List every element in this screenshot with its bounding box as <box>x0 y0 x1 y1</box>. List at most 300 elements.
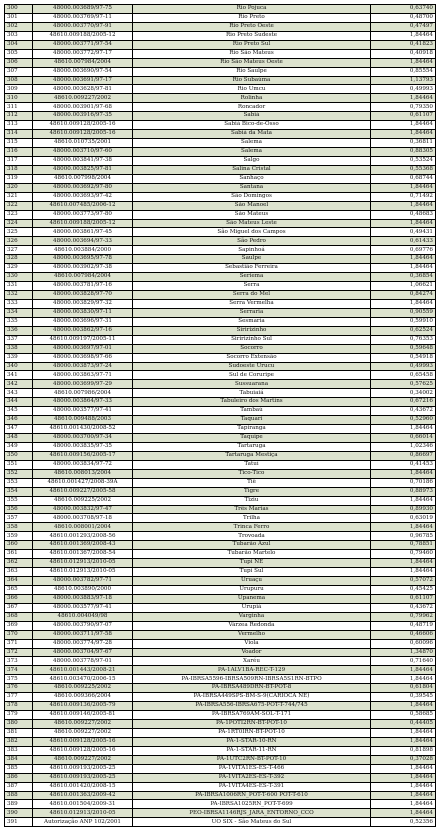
row-number: 338 <box>5 344 33 353</box>
table-row <box>5 809 436 818</box>
table-row <box>5 621 436 630</box>
table-row <box>5 487 436 496</box>
table-row <box>5 746 436 755</box>
table-row <box>5 121 436 130</box>
table-row <box>5 782 436 791</box>
value-cell: 0,59910 <box>371 317 436 326</box>
row-number: 316 <box>5 148 33 157</box>
value-cell: 0,63019 <box>371 514 436 523</box>
process-number: 48610.009227/2002 <box>33 720 133 729</box>
process-number: 48000.003693/97-42 <box>33 192 133 201</box>
process-number: 48000.003861/97-45 <box>33 228 133 237</box>
field-name: São Mateus Leste <box>133 219 371 228</box>
field-name: Tartaruga <box>133 442 371 451</box>
table-row <box>5 13 436 22</box>
value-cell: 1,84464 <box>371 201 436 210</box>
field-name: Trilha <box>133 514 371 523</box>
row-number: 354 <box>5 487 33 496</box>
process-number: 48000.003835/97-35 <box>33 442 133 451</box>
value-cell: 0,60096 <box>371 639 436 648</box>
process-number: 48000.003772/97-17 <box>33 49 133 58</box>
value-cell: 0,89930 <box>371 505 436 514</box>
process-number: 48000.003825/97-81 <box>33 165 133 174</box>
process-number: 48610.004049/98 <box>33 612 133 621</box>
field-name: Tico-Tico <box>133 469 371 478</box>
value-cell: 1,84464 <box>371 58 436 67</box>
row-number: 310 <box>5 94 33 103</box>
table-row <box>5 425 436 434</box>
table-row <box>5 94 436 103</box>
row-number: 378 <box>5 702 33 711</box>
field-name: Voador <box>133 648 371 657</box>
table-row <box>5 666 436 675</box>
process-number: 48000.003704/97-67 <box>33 648 133 657</box>
field-name: Socorro <box>133 344 371 353</box>
process-number: 48000.003782/97-71 <box>33 577 133 586</box>
table-row <box>5 720 436 729</box>
row-number: 336 <box>5 326 33 335</box>
table-row <box>5 103 436 112</box>
row-number: 376 <box>5 684 33 693</box>
value-cell: 0,45425 <box>371 585 436 594</box>
value-cell: 0,81898 <box>371 746 436 755</box>
value-cell: 0,85554 <box>371 67 436 76</box>
row-number: 339 <box>5 353 33 362</box>
value-cell: 1,84464 <box>371 299 436 308</box>
value-cell: 0,66014 <box>371 434 436 443</box>
value-cell: 1,84464 <box>371 523 436 532</box>
field-name: Sabiá <box>133 112 371 121</box>
field-name: Siririzinho <box>133 326 371 335</box>
process-number: 48610.003884/2000 <box>33 246 133 255</box>
value-cell: 0,62524 <box>371 326 436 335</box>
value-cell: 0,46606 <box>371 630 436 639</box>
value-cell: 0,79460 <box>371 550 436 559</box>
row-number: 372 <box>5 648 33 657</box>
table-row <box>5 442 436 451</box>
field-name: PA-IBRSA1025RN_POT-T-699 <box>133 800 371 809</box>
row-number: 314 <box>5 130 33 139</box>
table-row <box>5 684 436 693</box>
value-cell: 0,61433 <box>371 237 436 246</box>
field-name: São Pedro <box>133 237 371 246</box>
field-name: Tambaú <box>133 407 371 416</box>
table-row <box>5 344 436 353</box>
row-number: 381 <box>5 728 33 737</box>
field-name: PA-1VITA4ES-ES-T-391 <box>133 782 371 791</box>
field-name: Sebastião Ferreira <box>133 264 371 273</box>
row-number: 349 <box>5 442 33 451</box>
table-row <box>5 282 436 291</box>
row-number: 390 <box>5 809 33 818</box>
field-name: Serraria <box>133 308 371 317</box>
field-name: UO SIX - São Mateus do Sul <box>133 818 371 827</box>
table-row <box>5 219 436 228</box>
process-number: 48000.003841/97-38 <box>33 156 133 165</box>
table-row <box>5 434 436 443</box>
process-number: 48610.001367/2008-54 <box>33 550 133 559</box>
field-name: Tartaruga Mestiça <box>133 451 371 460</box>
table-row <box>5 67 436 76</box>
field-name: PA-1UTC2RN-BT-POT-10 <box>133 755 371 764</box>
process-number: 48610.012913/2010-05 <box>33 568 133 577</box>
process-number: 48610.009227/2002 <box>33 755 133 764</box>
table-row <box>5 85 436 94</box>
table-row <box>5 764 436 773</box>
process-number: 48000.003700/97-34 <box>33 434 133 443</box>
row-number: 320 <box>5 183 33 192</box>
table-row <box>5 246 436 255</box>
row-number: 346 <box>5 416 33 425</box>
field-name: Rio Preto Sul <box>133 40 371 49</box>
value-cell: 0,61107 <box>371 594 436 603</box>
table-row <box>5 514 436 523</box>
field-name: Rio São Mateus Oeste <box>133 58 371 67</box>
process-number: 48610.001369/2008-43 <box>33 541 133 550</box>
process-number: 48000.003770/97-91 <box>33 22 133 31</box>
table-row <box>5 407 436 416</box>
row-number: 311 <box>5 103 33 112</box>
row-number: 350 <box>5 451 33 460</box>
table-row <box>5 773 436 782</box>
field-name: Siririzinho Sul <box>133 335 371 344</box>
row-number: 364 <box>5 577 33 586</box>
table-row <box>5 183 436 192</box>
field-name: Tiê <box>133 478 371 487</box>
process-number: 48000.003864/97-33 <box>33 398 133 407</box>
row-number: 318 <box>5 165 33 174</box>
process-number: 48610.009227/2005-58 <box>33 487 133 496</box>
row-number: 385 <box>5 764 33 773</box>
field-name: Xaréu <box>133 657 371 666</box>
process-number: 48610.007986/2004 <box>33 389 133 398</box>
process-number: 48000.003690/97-54 <box>33 67 133 76</box>
row-number: 382 <box>5 737 33 746</box>
value-cell: 1,84464 <box>371 469 436 478</box>
table-row <box>5 612 436 621</box>
row-number: 357 <box>5 514 33 523</box>
field-name: Serra Vermelha <box>133 299 371 308</box>
value-cell: 0,47497 <box>371 22 436 31</box>
row-number: 304 <box>5 40 33 49</box>
field-name: Sesmaria <box>133 317 371 326</box>
row-number: 331 <box>5 282 33 291</box>
field-name: Rio Umcu <box>133 85 371 94</box>
value-cell: 0,59648 <box>371 344 436 353</box>
field-name: Taquari <box>133 416 371 425</box>
value-cell: 1,84464 <box>371 791 436 800</box>
value-cell: 0,76353 <box>371 335 436 344</box>
value-cell: 1,84464 <box>371 496 436 505</box>
field-name: Rolinha <box>133 94 371 103</box>
field-name: PA-1-STAR-11-RN <box>133 746 371 755</box>
field-name: PA-1RT0IRN-BT-POT-10 <box>133 728 371 737</box>
process-number: 48610.009128/2005-16 <box>33 737 133 746</box>
row-number: 373 <box>5 657 33 666</box>
field-name: Rio Preto Sudeste <box>133 31 371 40</box>
field-name: PEO-IBRSA1146RJS_JARA_ENTORNO_CCO <box>133 809 371 818</box>
value-cell: 1,84464 <box>371 809 436 818</box>
process-number: 48610.009227/2002 <box>33 94 133 103</box>
table-row <box>5 577 436 586</box>
row-number: 342 <box>5 380 33 389</box>
row-number: 363 <box>5 568 33 577</box>
process-number: 48610.009136/2005-79 <box>33 702 133 711</box>
value-cell: 0,71640 <box>371 657 436 666</box>
table-row <box>5 76 436 85</box>
table-body <box>5 5 436 827</box>
row-number: 309 <box>5 85 33 94</box>
value-cell: 1,84464 <box>371 675 436 684</box>
process-number: 48610.009156/2005-17 <box>33 451 133 460</box>
process-number: 48000.003781/97-16 <box>33 282 133 291</box>
value-cell: 0,49431 <box>371 228 436 237</box>
table-row <box>5 40 436 49</box>
table-row <box>5 737 436 746</box>
process-number: 48000.003773/97-80 <box>33 210 133 219</box>
table-row <box>5 326 436 335</box>
value-cell: 0,53524 <box>371 156 436 165</box>
table-row <box>5 362 436 371</box>
table-row <box>5 210 436 219</box>
row-number: 377 <box>5 693 33 702</box>
process-number: 48000.003696/97-31 <box>33 317 133 326</box>
row-number: 323 <box>5 210 33 219</box>
table-row <box>5 594 436 603</box>
process-number: 48610.007485/2006-12 <box>33 201 133 210</box>
process-number: Autorização ANP 102/2001 <box>33 818 133 827</box>
table-row <box>5 478 436 487</box>
field-name: Seriema <box>133 273 371 282</box>
value-cell: 0,39545 <box>371 693 436 702</box>
row-number: 321 <box>5 192 33 201</box>
value-cell: 1,84464 <box>371 425 436 434</box>
fields-table <box>4 4 436 827</box>
field-name: Tabuleiro dos Martins <box>133 398 371 407</box>
table-row <box>5 148 436 157</box>
row-number: 355 <box>5 496 33 505</box>
value-cell: 1,34870 <box>371 648 436 657</box>
table-row <box>5 648 436 657</box>
field-name: Salgo <box>133 156 371 165</box>
table-row <box>5 5 436 14</box>
value-cell: 0,61107 <box>371 112 436 121</box>
value-cell: 0,37028 <box>371 755 436 764</box>
table-row <box>5 755 436 764</box>
table-row <box>5 273 436 282</box>
process-number: 48000.003771/97-54 <box>33 40 133 49</box>
process-number: 48610.009197/2005-11 <box>33 335 133 344</box>
table-row <box>5 380 436 389</box>
process-number: 48610.009188/2005-12 <box>33 219 133 228</box>
field-name: PA-IBRSA769AM-SOL-T-171 <box>133 711 371 720</box>
value-cell: 0,52960 <box>371 416 436 425</box>
process-number: 48000.003699/97-29 <box>33 380 133 389</box>
process-number: 48610.001293/2008-56 <box>33 532 133 541</box>
field-name: Sabiá Bico-de-Osso <box>133 121 371 130</box>
field-name: Sudoeste Urucu <box>133 362 371 371</box>
table-row <box>5 728 436 737</box>
row-number: 360 <box>5 541 33 550</box>
process-number: 48610.009188/2005-12 <box>33 31 133 40</box>
field-name: Upanema <box>133 594 371 603</box>
process-number: 48000.003863/97-71 <box>33 371 133 380</box>
value-cell: 1,02346 <box>371 442 436 451</box>
value-cell: 1,84464 <box>371 666 436 675</box>
value-cell: 1,84464 <box>371 31 436 40</box>
value-cell: 1,84464 <box>371 183 436 192</box>
value-cell: 1,84464 <box>371 559 436 568</box>
value-cell: 0,48719 <box>371 621 436 630</box>
process-number: 48610.007998/2004 <box>33 174 133 183</box>
table-row <box>5 603 436 612</box>
row-number: 366 <box>5 594 33 603</box>
field-name: Uruaçu <box>133 577 371 586</box>
process-number: 48610.012913/2010-05 <box>33 809 133 818</box>
table-row <box>5 559 436 568</box>
field-name: PA-1ALV1BA-REC-T-129 <box>133 666 371 675</box>
row-number: 345 <box>5 407 33 416</box>
row-number: 317 <box>5 156 33 165</box>
value-cell: 0,88305 <box>371 148 436 157</box>
row-number: 367 <box>5 603 33 612</box>
row-number: 362 <box>5 559 33 568</box>
value-cell: 0,86697 <box>371 451 436 460</box>
process-number: 48000.003692/97-80 <box>33 183 133 192</box>
row-number: 307 <box>5 67 33 76</box>
process-number: 48000.003834/97-72 <box>33 460 133 469</box>
value-cell: 1,84464 <box>371 764 436 773</box>
process-number: 48610.001504/2009-31 <box>33 800 133 809</box>
value-cell: 1,84464 <box>371 568 436 577</box>
table-row <box>5 693 436 702</box>
process-number: 48610.009146/2005-81 <box>33 711 133 720</box>
table-row <box>5 675 436 684</box>
row-number: 369 <box>5 621 33 630</box>
field-name: Rio Preto Oeste <box>133 22 371 31</box>
value-cell: 0,70186 <box>371 478 436 487</box>
value-cell: 0,36811 <box>371 139 436 148</box>
value-cell: 0,41823 <box>371 40 436 49</box>
field-name: PA-IBRSA556-IBRSA675-POT-T-744/745 <box>133 702 371 711</box>
row-number: 356 <box>5 505 33 514</box>
field-name: Rio Subaúma <box>133 76 371 85</box>
process-number: 48610.009128/2005-16 <box>33 121 133 130</box>
row-number: 312 <box>5 112 33 121</box>
table-row <box>5 398 436 407</box>
table-row <box>5 585 436 594</box>
table-row <box>5 451 436 460</box>
row-number: 335 <box>5 317 33 326</box>
process-number: 48610.009225/2002 <box>33 684 133 693</box>
row-number: 348 <box>5 434 33 443</box>
row-number: 325 <box>5 228 33 237</box>
row-number: 368 <box>5 612 33 621</box>
process-number: 48610.008001/2004 <box>33 523 133 532</box>
field-name: São Miguel dos Campos <box>133 228 371 237</box>
value-cell: 0,88973 <box>371 487 436 496</box>
field-name: São Manoel <box>133 201 371 210</box>
process-number: 48000.003708/97-18 <box>33 514 133 523</box>
value-cell: 0,57625 <box>371 380 436 389</box>
row-number: 332 <box>5 291 33 300</box>
field-name: Santana <box>133 183 371 192</box>
process-number: 48000.003577/97-41 <box>33 603 133 612</box>
row-number: 334 <box>5 308 33 317</box>
table-row <box>5 702 436 711</box>
table-row <box>5 299 436 308</box>
process-number: 48610.007984/2004 <box>33 58 133 67</box>
field-name: Sul de Coruripe <box>133 371 371 380</box>
table-row <box>5 416 436 425</box>
field-name: Tupi NE <box>133 559 371 568</box>
process-number: 48000.003830/97-11 <box>33 308 133 317</box>
value-cell: 1,84464 <box>371 264 436 273</box>
row-number: 327 <box>5 246 33 255</box>
table-row <box>5 800 436 809</box>
value-cell: 0,78851 <box>371 541 436 550</box>
row-number: 388 <box>5 791 33 800</box>
process-number: 48610.007984/2004 <box>33 273 133 282</box>
value-cell: 1,84464 <box>371 94 436 103</box>
field-name: Socorro Extensão <box>133 353 371 362</box>
field-name: Tubarão Martelo <box>133 550 371 559</box>
process-number: 48000.003689/97-75 <box>33 5 133 14</box>
process-number: 48000.003628/97-81 <box>33 85 133 94</box>
row-number: 358 <box>5 523 33 532</box>
value-cell: 1,84464 <box>371 255 436 264</box>
process-number: 48000.003694/97-33 <box>33 237 133 246</box>
value-cell: 0,69776 <box>371 246 436 255</box>
field-name: PA-1VITA1ES-ES-T-466 <box>133 764 371 773</box>
table-row <box>5 505 436 514</box>
row-number: 302 <box>5 22 33 31</box>
row-number: 315 <box>5 139 33 148</box>
field-name: Tapiranga <box>133 425 371 434</box>
field-name: Rio Pojuca <box>133 5 371 14</box>
table-row <box>5 523 436 532</box>
row-number: 365 <box>5 585 33 594</box>
table-row <box>5 389 436 398</box>
process-number: 48000.003698/97-66 <box>33 353 133 362</box>
value-cell: 0,57072 <box>371 577 436 586</box>
process-number: 48000.003695/97-78 <box>33 255 133 264</box>
process-number: 48000.003769/97-11 <box>33 13 133 22</box>
table-row <box>5 156 436 165</box>
table-row <box>5 112 436 121</box>
table-row <box>5 130 436 139</box>
table-row <box>5 630 436 639</box>
row-number: 344 <box>5 398 33 407</box>
row-number: 337 <box>5 335 33 344</box>
field-name: Salema <box>133 139 371 148</box>
field-name: PA-1POTI2RN-BT-POT-10 <box>133 720 371 729</box>
table-row <box>5 550 436 559</box>
row-number: 379 <box>5 711 33 720</box>
field-name: Serra <box>133 282 371 291</box>
table-row <box>5 255 436 264</box>
process-number: 48000.003691/97-17 <box>33 76 133 85</box>
row-number: 361 <box>5 550 33 559</box>
process-number: 48610.009128/2005-16 <box>33 130 133 139</box>
process-number: 48610.009128/2005-16 <box>33 746 133 755</box>
process-number: 48610.009225/2002 <box>33 496 133 505</box>
row-number: 374 <box>5 666 33 675</box>
row-number: 333 <box>5 299 33 308</box>
row-number: 326 <box>5 237 33 246</box>
process-number: 48000.003883/97-18 <box>33 594 133 603</box>
table-row <box>5 165 436 174</box>
